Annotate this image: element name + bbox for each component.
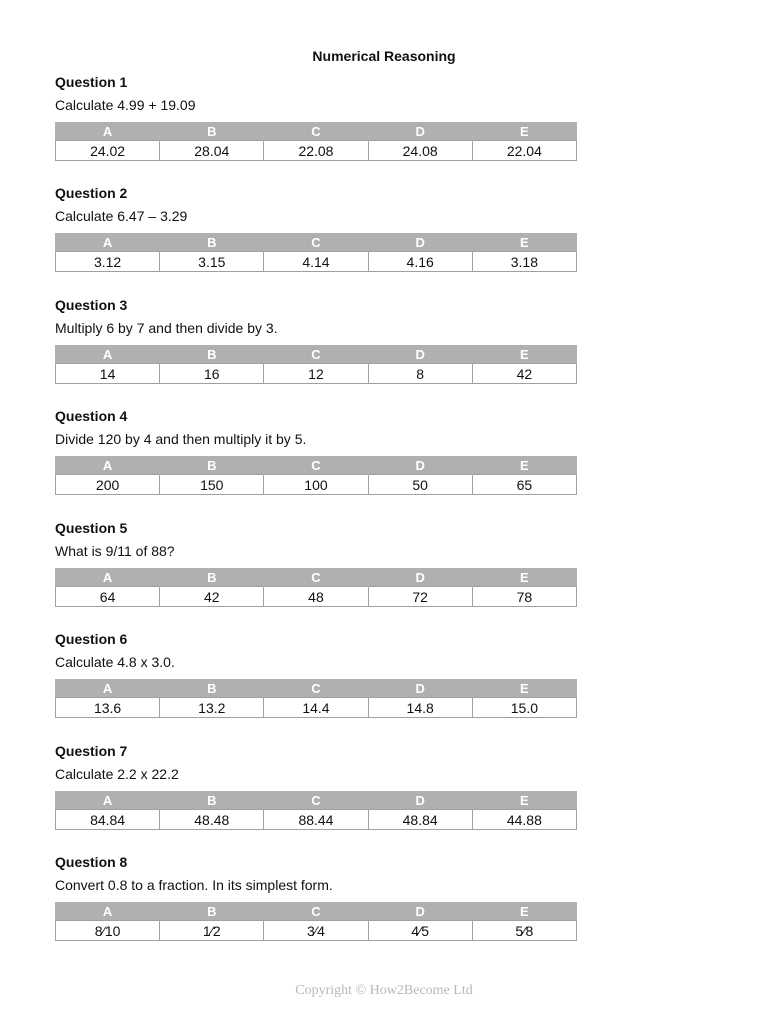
option-d-value: 72: [368, 587, 472, 607]
question-3: [55, 296, 578, 384]
question-heading: Question 7: [55, 743, 128, 759]
option-e-value: 5⁄8: [472, 921, 576, 941]
answer-header-row: [56, 679, 577, 698]
option-a-value: 13.6: [56, 698, 160, 718]
answer-table: [55, 791, 577, 830]
question-6: [55, 630, 578, 718]
question-heading: Question 4: [55, 408, 128, 424]
question-text: Calculate 2.2 x 22.2: [55, 766, 179, 782]
answer-header-row: [56, 345, 577, 364]
option-a-value: 3.12: [56, 252, 160, 272]
option-b-value: 1⁄2: [160, 921, 264, 941]
option-c-header: C: [264, 568, 368, 587]
option-e-header: E: [472, 568, 576, 587]
option-a-header: A: [56, 679, 160, 698]
option-a-value: 14: [56, 364, 160, 384]
option-d-value: 8: [368, 364, 472, 384]
option-b-value: 48.48: [160, 810, 264, 830]
answer-table: [55, 568, 577, 607]
option-c-value: 4.14: [264, 252, 368, 272]
option-a-header: A: [56, 345, 160, 364]
option-a-value: 84.84: [56, 810, 160, 830]
option-b-header: B: [160, 791, 264, 810]
answer-header-row: [56, 456, 577, 475]
option-d-value: 4⁄5: [368, 921, 472, 941]
question-2: [55, 184, 578, 272]
option-d-header: D: [368, 456, 472, 475]
question-heading: Question 5: [55, 520, 128, 536]
answer-table: [55, 902, 577, 941]
option-c-header: C: [264, 456, 368, 475]
answer-header-row: [56, 122, 577, 141]
option-a-header: A: [56, 568, 160, 587]
option-d-value: 14.8: [368, 698, 472, 718]
question-heading: Question 1: [55, 74, 128, 90]
option-b-value: 150: [160, 475, 264, 495]
answer-value-row: [56, 698, 577, 718]
option-b-header: B: [160, 679, 264, 698]
question-heading: Question 8: [55, 854, 128, 870]
option-c-header: C: [264, 679, 368, 698]
option-a-value: 8⁄10: [56, 921, 160, 941]
option-e-value: 42: [472, 364, 576, 384]
option-e-value: 78: [472, 587, 576, 607]
option-b-header: B: [160, 568, 264, 587]
option-e-header: E: [472, 679, 576, 698]
option-a-value: 200: [56, 475, 160, 495]
answer-header-row: [56, 791, 577, 810]
question-text: Multiply 6 by 7 and then divide by 3.: [55, 320, 278, 336]
option-e-value: 65: [472, 475, 576, 495]
option-a-value: 24.02: [56, 141, 160, 161]
question-5: [55, 519, 578, 607]
answer-table: [55, 233, 577, 272]
option-b-value: 3.15: [160, 252, 264, 272]
question-7: [55, 742, 578, 830]
option-a-value: 64: [56, 587, 160, 607]
option-c-value: 3⁄4: [264, 921, 368, 941]
option-c-value: 14.4: [264, 698, 368, 718]
question-text: Calculate 4.8 x 3.0.: [55, 654, 175, 670]
option-e-header: E: [472, 233, 576, 252]
option-e-header: E: [472, 902, 576, 921]
question-4: [55, 407, 578, 495]
answer-value-row: [56, 475, 577, 495]
option-d-header: D: [368, 122, 472, 141]
option-b-header: B: [160, 233, 264, 252]
option-b-value: 13.2: [160, 698, 264, 718]
answer-value-row: [56, 810, 577, 830]
option-c-header: C: [264, 122, 368, 141]
answer-table: [55, 456, 577, 495]
option-e-header: E: [472, 122, 576, 141]
option-c-header: C: [264, 791, 368, 810]
option-d-header: D: [368, 791, 472, 810]
option-d-value: 48.84: [368, 810, 472, 830]
option-b-value: 28.04: [160, 141, 264, 161]
answer-table: [55, 345, 577, 384]
question-text: Calculate 6.47 – 3.29: [55, 208, 188, 224]
question-1: [55, 73, 578, 161]
option-b-value: 16: [160, 364, 264, 384]
option-d-header: D: [368, 679, 472, 698]
answer-value-row: [56, 364, 577, 384]
option-b-header: B: [160, 456, 264, 475]
option-b-value: 42: [160, 587, 264, 607]
answer-header-row: [56, 233, 577, 252]
option-b-header: B: [160, 122, 264, 141]
page-title: Numerical Reasoning: [312, 48, 456, 64]
option-a-header: A: [56, 902, 160, 921]
question-text: What is 9/11 of 88?: [55, 543, 175, 559]
option-d-value: 50: [368, 475, 472, 495]
option-d-header: D: [368, 233, 472, 252]
question-8: [55, 853, 578, 941]
option-d-value: 24.08: [368, 141, 472, 161]
answer-value-row: [56, 921, 577, 941]
question-text: Divide 120 by 4 and then multiply it by 5.: [55, 431, 307, 447]
option-d-header: D: [368, 902, 472, 921]
question-text: Convert 0.8 to a fraction. In its simplest form.: [55, 877, 333, 893]
answer-value-row: [56, 252, 577, 272]
question-text: Calculate 4.99 + 19.09: [55, 97, 196, 113]
option-a-header: A: [56, 233, 160, 252]
answer-table: [55, 122, 577, 161]
option-c-header: C: [264, 233, 368, 252]
option-c-value: 100: [264, 475, 368, 495]
answer-value-row: [56, 141, 577, 161]
option-e-value: 44.88: [472, 810, 576, 830]
answer-header-row: [56, 902, 577, 921]
copyright-footer: Copyright © How2Become Ltd: [295, 983, 473, 998]
question-heading: Question 2: [55, 185, 128, 201]
option-a-header: A: [56, 456, 160, 475]
option-d-value: 4.16: [368, 252, 472, 272]
option-e-header: E: [472, 345, 576, 364]
option-a-header: A: [56, 122, 160, 141]
option-c-value: 12: [264, 364, 368, 384]
option-a-header: A: [56, 791, 160, 810]
answer-table: [55, 679, 577, 718]
option-e-header: E: [472, 456, 576, 475]
option-e-value: 22.04: [472, 141, 576, 161]
option-c-header: C: [264, 345, 368, 364]
option-b-header: B: [160, 345, 264, 364]
option-c-header: C: [264, 902, 368, 921]
answer-value-row: [56, 587, 577, 607]
option-c-value: 88.44: [264, 810, 368, 830]
answer-header-row: [56, 568, 577, 587]
option-d-header: D: [368, 345, 472, 364]
option-e-value: 3.18: [472, 252, 576, 272]
option-e-value: 15.0: [472, 698, 576, 718]
question-heading: Question 3: [55, 297, 128, 313]
option-c-value: 48: [264, 587, 368, 607]
option-b-header: B: [160, 902, 264, 921]
option-c-value: 22.08: [264, 141, 368, 161]
option-d-header: D: [368, 568, 472, 587]
option-e-header: E: [472, 791, 576, 810]
question-heading: Question 6: [55, 631, 128, 647]
